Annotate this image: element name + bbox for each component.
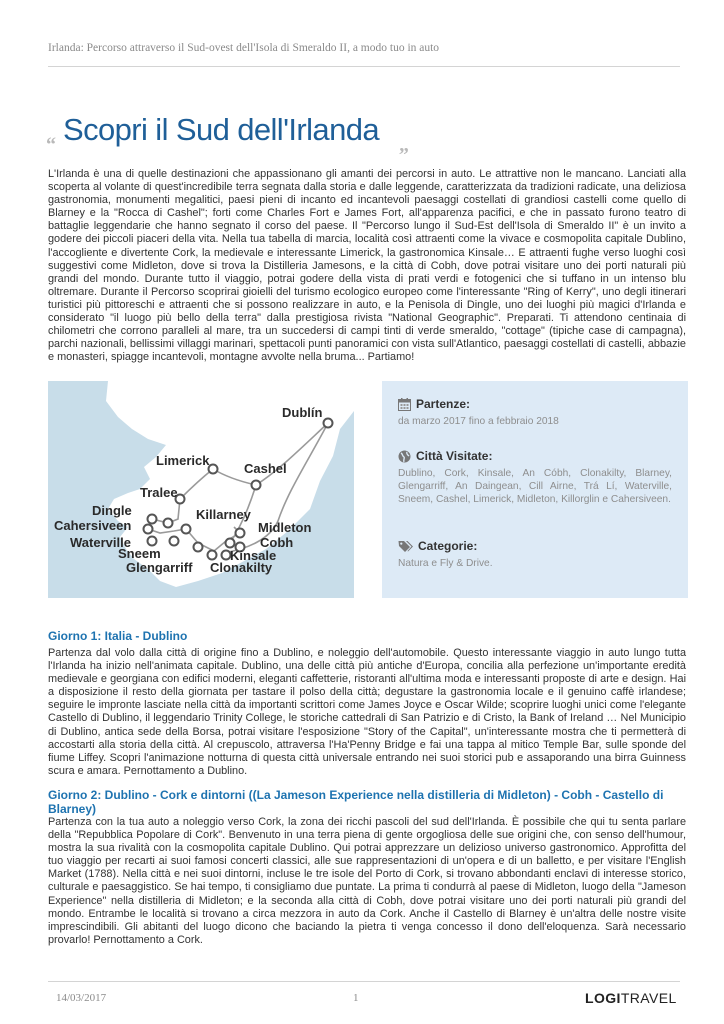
page-number: 1 xyxy=(353,992,359,1004)
info-categories-text: Natura e Fly & Drive. xyxy=(398,558,493,569)
info-departures xyxy=(398,397,672,429)
close-quote-mark: „ xyxy=(399,134,409,156)
marker-killarney xyxy=(182,525,191,534)
info-categories-title: Categorie: xyxy=(418,539,478,553)
page-title: Scopri il Sud dell'Irlanda xyxy=(63,112,380,147)
marker-cahersiveen xyxy=(144,525,153,534)
map-label-midleton: Midleton xyxy=(258,520,312,535)
page-header: Irlanda: Percorso attraverso il Sud-ovest dell'Isola di Smeraldo II, a modo tuo in auto xyxy=(48,42,440,54)
day-2-title: Giorno 2: Dublino - Cork e dintorni ((La Jameson Experience nella distilleria di Midleton) - Cobh - Castello di Blarney) xyxy=(48,788,664,816)
open-quote-mark: “ xyxy=(46,134,56,156)
footer-divider xyxy=(48,981,680,982)
intro-paragraph: L'Irlanda è una di quelle destinazioni che appassionano gli amanti dei percorsi in auto. Le attrattive non le mancano. Lanciati alla scoperta al volante di quest'incredibile terra segnata dalla storia e dalle leggende, caratterizzata da tradizioni radicate, una deliziosa gastronomia, monumenti megalitici, paesi pieni di incanto ed incantevoli paesaggi costellati di grandiosi castelli come quello di Blarney e la "Rocca di Cashel"; forti come Charles Fort e James Fort, all'apparenza pacifici, e che in passato furono teatro di battaglie leggendarie che hanno segnato il corso del paese. Il "Percorso lungo il Sud-Est dell'Isola di Smeraldo II" è un invito a godere dei piccoli piaceri della vita. Nella tua tabella di marcia, località così attraenti come la vivace e cosmopolita capitale Dublino, l'accogliente e divertente Cork, la medievale e interessante Limerick, la gastronomica Kinsale… E attraenti fughe verso luoghi così suggestivi come Midleton, dove si trova la Distilleria Jamesons, e la città di Cobh, dove potrai visitare uno dei porti naturali più grandi del mondo. Durante tutto il viaggio, potrai godere della vista di prati verdi e fotogenici che si tuffano in un intenso blu oltremare. Durante il Percorso scoprirai gioielli del turismo ecologico europeo come l'interessante "Ring of Kerry", uno degli itinerari turistici più pittoreschi e attraenti che si possono realizzare in auto, e la Penisola di Dingle, uno dei luoghi più magici d'Irlanda e considerato "il luogo più bello della terra" dalla prestigiosa rivista "National Geographic". Preparati. Ti attendono centinaia di chilometri che corrono paralleli al mare, tra un succedersi di campi tinti di verde smeraldo, "cottage" (tipiche case di campagna), parchi nazionali, bellissimi villaggi marinari, spettacoli punti panoramici con vista sull'Atlantico, paesaggi costellati di castelli, abbazie e monasteri, spiagge incantevoli, montagne avvolte nella bruma... Partiamo! xyxy=(48,168,686,364)
day-1-text: Partenza dal volo dalla città di origine fino a Dublino, e noleggio dell'automobile. Questo interessante viaggio in auto lungo tutta l'Irlanda ha inizio nell'animata capitale. Dublino, una delle città più antiche d'Europa, concilia alla perfezione un'importante eredità medievale e georgiana con edifici moderni, eleganti caffetterie, ristoranti all'ultima moda e interessanti proposte di arte e design. Hai a disposizione il resto della giornata per tastare il polso della città; degustare la gastronomia locale e il genuino caffè irlandese; seguire le impronte lasciate nella città da importanti scrittori come James Joyce e Oscar Wilde; scoprire luoghi unici come l'elegante Castello di Dublino, il leggendario Trinity College, le storiche cattedrali di San Patrizio e di Cristo, la Bank of Ireland … Nel Municipio di Dublino, antica sede della Borsa, potrai visitare l'esposizione "Story of the Capital", un'interessante mostra che ti permetterà di accostarti alla storia della città. Al crepuscolo, attraversa l'Ha'Penny Bridge e fai una tappa al mitico Temple Bar, sulle sponde del fiume Liffey. Scopri l'animazione notturna di questa città universale entrando nei suoi storici pub e assaporando una birra Guinness scura e amara. Pernottamento a Dublino. xyxy=(48,647,686,777)
map-label-cahersiveen: Cahersiveen xyxy=(54,518,132,533)
marker-killorglin xyxy=(164,519,173,528)
marker-midleton xyxy=(236,529,245,538)
title-block xyxy=(46,112,686,162)
info-departures-heading xyxy=(398,397,672,411)
map-label-cashel: Cashel xyxy=(244,461,287,476)
marker-glengarriff xyxy=(194,543,203,552)
marker-cork xyxy=(226,539,235,548)
marker-limerick xyxy=(209,465,218,474)
marker-cashel xyxy=(252,481,261,490)
day-1-title: Giorno 1: Italia - Dublino xyxy=(48,629,188,643)
logo-bold-part: LOGI xyxy=(585,990,621,1006)
logo-light-part: TRAVEL xyxy=(620,990,677,1006)
info-cities xyxy=(398,449,672,507)
marker-clonakilty xyxy=(208,551,217,560)
marker-dublin xyxy=(324,419,333,428)
marker-sneem xyxy=(170,537,179,546)
day-2-text: Partenza con la tua auto a noleggio verso Cork, la zona dei ricchi pascoli del sud dell'Irlanda. È possibile che qui tu senta parlare della "Repubblica Popolare di Cork". Benvenuto in una terra piena di gente orgogliosa delle sue origini che, con senso dell'humour, mostra la sua rivalità con la cosmopolita capitale Dublino. Qui potrai apprezzare un delizioso universo gastronomico. Approfitta del tuo viaggio per recarti ai suoi famosi concerti classici, alle sue rappresentazioni di un'opera e di un balletto, e per visitare l'English Market (1788). Nella città e nei suoi dintorni, incluse le tre isole del Porto di Cork, si trovano abbondanti enclavi di interesse storico, culturale e paesaggistico. Se hai tempo, ti consigliamo due puntate. La prima ti condurrà al paese di Midleton, luogo della "Jameson Experience" nella distilleria di Midleton; e la seconda alla città di Cobh, dove potrai visitare uno dei porti naturali più grandi del mondo. Entrambe le località si trovano a circa mezzora in auto da Cork. Anche il Castello di Blarney è un'altra delle nostre visite imprescindibili. Gli abitanti del luogo dicono che baciando la pietra ti venga concesso il dono dell'eloquenza. Sarà necessario provarlo! Pernottamento a Cork. xyxy=(48,816,686,946)
trip-info-panel xyxy=(382,381,688,598)
map-label-glengarriff: Glengarriff xyxy=(126,560,193,575)
tags-icon xyxy=(398,540,413,553)
marker-waterville xyxy=(148,537,157,546)
footer-date: 14/03/2017 xyxy=(56,992,107,1004)
map-label-tralee: Tralee xyxy=(140,485,178,500)
map-label-killarney: Killarney xyxy=(196,507,251,522)
globe-icon xyxy=(398,450,411,463)
logitravel-logo xyxy=(585,990,677,1006)
info-departures-title: Partenze: xyxy=(416,397,471,411)
map-label-limerick: Limerick xyxy=(156,453,210,468)
map-label-sneem: Sneem xyxy=(118,546,161,561)
info-cities-heading xyxy=(398,449,672,463)
marker-dingle xyxy=(148,515,157,524)
map-label-clonakilty: Clonakilty xyxy=(210,560,273,575)
map-label-dublin: Dublín xyxy=(282,405,323,420)
calendar-icon xyxy=(398,398,411,411)
map-label-waterville: Waterville xyxy=(70,535,131,550)
info-categories xyxy=(398,539,672,571)
map-label-dingle: Dingle xyxy=(92,503,132,518)
info-categories-heading xyxy=(398,539,672,553)
info-cities-text: Dublino, Cork, Kinsale, An Cóbh, Clonakilty, Blarney, Glengarriff, An Daingean, Cill Airne, Trá Lí, Waterville, Sneem, Cashel, Limerick, Midleton, Killorglin e Cahersiveen. xyxy=(398,468,672,505)
route-map-svg xyxy=(48,381,354,598)
route-map xyxy=(48,381,354,598)
map-label-kinsale: Kinsale xyxy=(230,548,277,563)
info-cities-title: Città Visitate: xyxy=(416,449,493,463)
info-departures-text: da marzo 2017 fino a febbraio 2018 xyxy=(398,416,559,427)
map-label-cobh: Cobh xyxy=(260,535,294,550)
header-divider xyxy=(48,66,680,67)
